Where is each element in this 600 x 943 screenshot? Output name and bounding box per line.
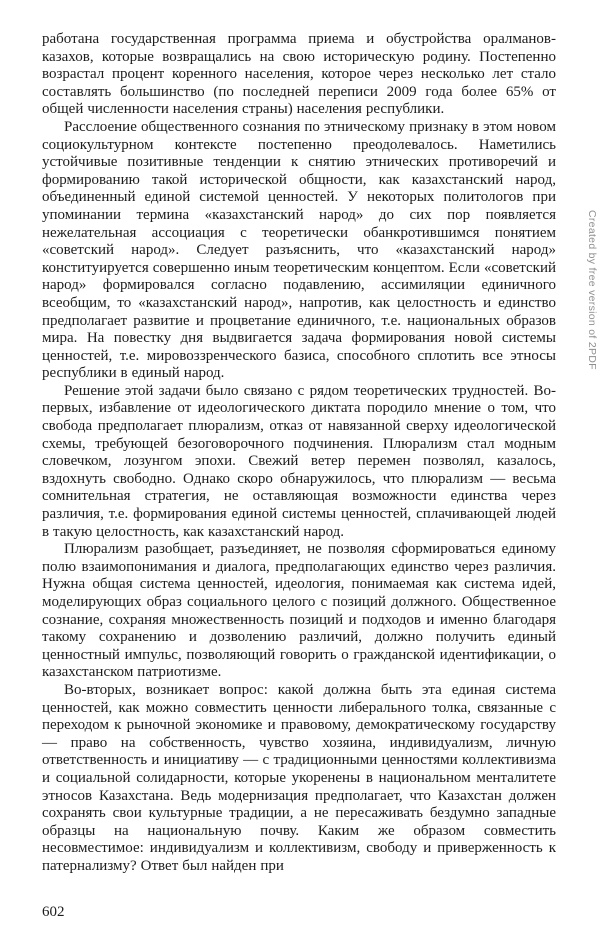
body-text [42,31,556,876]
paragraph: работана государственная программа приема и обустройства оралманов-казахов, которые возвращались на свою историческую родину. Постепенно возрастал процент коренного населения, которое через несколько лет стало составлять большинство (по последней переписи 2009 года более 65% от общей численности населения страны) населения республики. [42,31,556,118]
paragraph: Во-вторых, возникает вопрос: какой должна быть эта единая система ценностей, как можно совместить ценности либерального толка, связанные с переходом к рыночной экономике и правовому, демократическому государству — право на собственность, чувство хозяина, индивидуализм, личную ответственность и инициативу — с традиционными ценностями коллективизма и социальной солидарности, которые укоренены в национальном менталитете этносов Казахстана. Ведь модернизация предполагает, что Казахстан должен сохранять свои культурные традиции, а не пересаживать бездумно западные образцы на национальную почву. Каким же образом совместить несовместимое: индивидуализм и коллективизм, свободу и приверженность к патернализму? Ответ был найден при [42,681,556,874]
paragraph: Плюрализм разобщает, разъединяет, не позволяя сформироваться единому полю взаимопонимания и диалога, предполагающих единство через различия. Нужна общая система ценностей, идеология, понимаемая как система идей, моделирующих образ социального целого с позиций должного. Общественное сознание, сохраняя множественность позиций и подходов и именно благодаря такому сохранению и дозволению различий, должно получить единый ценностный импульс, позволяющий говорить о гражданской идентификации, о казахстанском патриотизме. [42,541,556,681]
paragraph: Расслоение общественного сознания по этническому признаку в этом новом социокультурном контексте постепенно преодолевалось. Наметились устойчивые позитивные тенденции к снятию этнических противоречий и формированию такой исторической общности, как казахстанский народ, объединенный единой системой ценностей. У некоторых политологов при упоминании термина «казахстанский народ» до сих пор появляется нежелательная ассоциация с теоретически обанкротившимся понятием «советский народ». Следует разъяснить, что «казахстанский народ» конституируется совершенно иным теоретическим концептом. Если «советский народ» формировался согласно подавлению, ассимиляции единичного всеобщим, то «казахстанский народ», напротив, как целостность и единство предполагает развитие и процветание единичного, т.е. национальных образов мира. На повестку дня выдвигается задача формирования новой системы ценностей, т.е. мировоззренческого базиса, способного сплотить все этносы республики в единый народ. [42,118,556,382]
page-number: 602 [42,904,65,920]
watermark: Created by free version of 2PDF [586,210,598,370]
paragraph: Решение этой задачи было связано с рядом теоретических трудностей. Во-первых, избавление от идеологического диктата породило мнение о том, что свобода предполагает плюрализм, отказ от навязанной сверху идеологической схемы, требующей безоговорочного подчинения. Плюрализм стал модным словечком, лозунгом эпохи. Свежий ветер перемен позволял, казалось, вздохнуть свободно. Однако скоро обнаружилось, что плюрализм — весьма сомнительная стратегия, не оставляющая возможности единства через различия, т.е. формирования единой системы ценностей, сплачивающей людей в такую целостность, как казахстанский народ. [42,382,556,540]
